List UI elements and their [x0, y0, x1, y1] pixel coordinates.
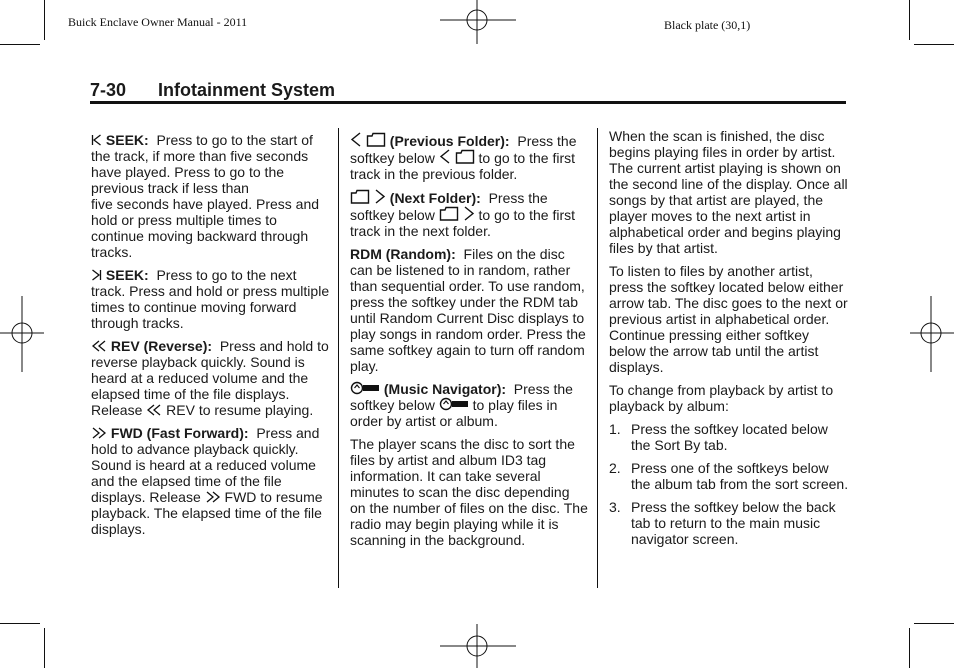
registration-mark-right-icon — [910, 296, 954, 372]
next-folder-label: (Next Folder): — [389, 190, 481, 206]
seek-back-icon — [91, 134, 102, 146]
music-navigator-text-b: to play files in order by artist or album. — [350, 397, 558, 429]
folder-icon — [350, 189, 370, 204]
seek-forward-icon — [91, 269, 102, 281]
music-navigator-icon — [439, 397, 469, 411]
plate-label: Black plate (30,1) — [664, 18, 751, 32]
list-item: 2. Press one of the softkeys below the album tab from the sort screen. — [609, 460, 849, 492]
music-navigator-icon — [350, 381, 380, 395]
random-paragraph — [350, 246, 588, 374]
seek-forward-paragraph — [91, 267, 331, 331]
music-navigator-paragraph — [350, 381, 588, 429]
column-divider-2 — [597, 128, 598, 588]
previous-folder-text-b: to go to the first track in the previous folder. — [350, 150, 575, 182]
manual-title: Buick Enclave Owner Manual - 2011 — [68, 15, 248, 29]
random-label: RDM (Random): — [350, 246, 456, 262]
change-playback-paragraph: To change from playback by artist to playback by album: — [609, 382, 834, 414]
scan-finished-paragraph: When the scan is finished, the disc begins playing files in order by artist. The current artist playing is shown on the second line of the display. Once all songs by that artist are played, the player moves to the next artist in alphabetical order and begins playing files by that artist. — [609, 128, 848, 256]
rev-text: Press and hold to reverse playback quickly. Sound is heard at a reduced volume and the elapsed time of the file displays. Release — [91, 338, 329, 418]
next-folder-text-b: to go to the first track in the next folder. — [350, 207, 575, 239]
fast-forward-icon — [205, 491, 221, 503]
scan-paragraph: The player scans the disc to sort the files by artist and album ID3 tag information. It can take several minutes to scan the disc depending on the number of files on the disc. The radio may begin playing while it is scanning in the background. — [350, 436, 588, 548]
registration-mark-left-icon — [0, 296, 44, 372]
fwd-label: FWD (Fast Forward): — [110, 425, 249, 441]
previous-folder-text-a: Press the softkey below — [350, 133, 577, 166]
folder-icon — [455, 149, 475, 164]
column-divider-1 — [338, 128, 339, 588]
next-folder-paragraph — [350, 189, 588, 239]
seek-back-label: SEEK: — [105, 132, 149, 148]
column-1 — [91, 132, 331, 544]
folder-icon — [366, 132, 386, 147]
chevron-left-icon — [350, 132, 362, 147]
chevron-left-icon — [439, 149, 451, 164]
seek-forward-label: SEEK: — [105, 267, 149, 283]
previous-folder-label: (Previous Folder): — [389, 133, 510, 149]
random-text: Files on the disc can be listened to in random, rather than sequential order. To use random, press the softkey under the RDM tab until Random Current Disc displays to play songs in random order. Press the same softkey again to turn off random play. — [350, 246, 586, 374]
page-number: 7-30 — [90, 80, 127, 100]
chevron-right-icon — [463, 206, 475, 221]
rewind-icon — [91, 340, 107, 352]
column-2 — [350, 132, 588, 555]
section-title: Infotainment System — [158, 80, 336, 100]
list-item: 3. Press the softkey below the back tab to return to the main music navigator screen. — [609, 499, 836, 547]
fwd-text: Press and hold to advance playback quickly. Sound is heard at a reduced volume and the elapsed time of the file displays. Release — [91, 425, 320, 505]
music-navigator-text-a: Press the softkey below — [350, 381, 573, 413]
list-item: 1. Press the softkey located below the Sort By tab. — [609, 421, 828, 453]
chevron-right-icon — [374, 189, 386, 204]
fast-forward-icon — [91, 427, 107, 439]
rev-label: REV (Reverse): — [110, 338, 213, 354]
fwd-text-end: FWD to resume playback. The elapsed time of the file displays. — [91, 489, 323, 537]
seek-forward-text: Press to go to the next track. Press and hold or press multiple times to continue moving forward through tracks. — [91, 267, 330, 331]
header-rule — [90, 101, 846, 104]
folder-icon — [439, 206, 459, 221]
column-3 — [609, 128, 849, 554]
rewind-icon — [146, 404, 162, 416]
seek-back-text-1: Press to go to the start of the track, if more than five seconds have played. Press to go to the previous track if less than — [91, 132, 313, 196]
next-folder-text-a: Press the softkey below — [350, 190, 548, 223]
fwd-paragraph — [91, 425, 331, 537]
registration-mark-top-icon — [440, 0, 516, 44]
steps-list — [609, 421, 849, 547]
rev-text-end: REV to resume playing. — [166, 402, 314, 418]
rev-paragraph — [91, 338, 331, 418]
seek-back-paragraph — [91, 132, 331, 260]
registration-mark-bottom-icon — [440, 624, 516, 668]
another-artist-paragraph: To listen to files by another artist, press the softkey located below either arrow tab. The disc goes to the next or previous artist in alphabetical order. Continue pressing either softkey below the arrow tab until the artist displays. — [609, 263, 848, 375]
seek-back-text-2: five seconds have played. Press and hold or press multiple times to continue moving backward through tracks. — [91, 196, 320, 260]
previous-folder-paragraph — [350, 132, 588, 182]
music-navigator-label: (Music Navigator): — [383, 381, 507, 397]
